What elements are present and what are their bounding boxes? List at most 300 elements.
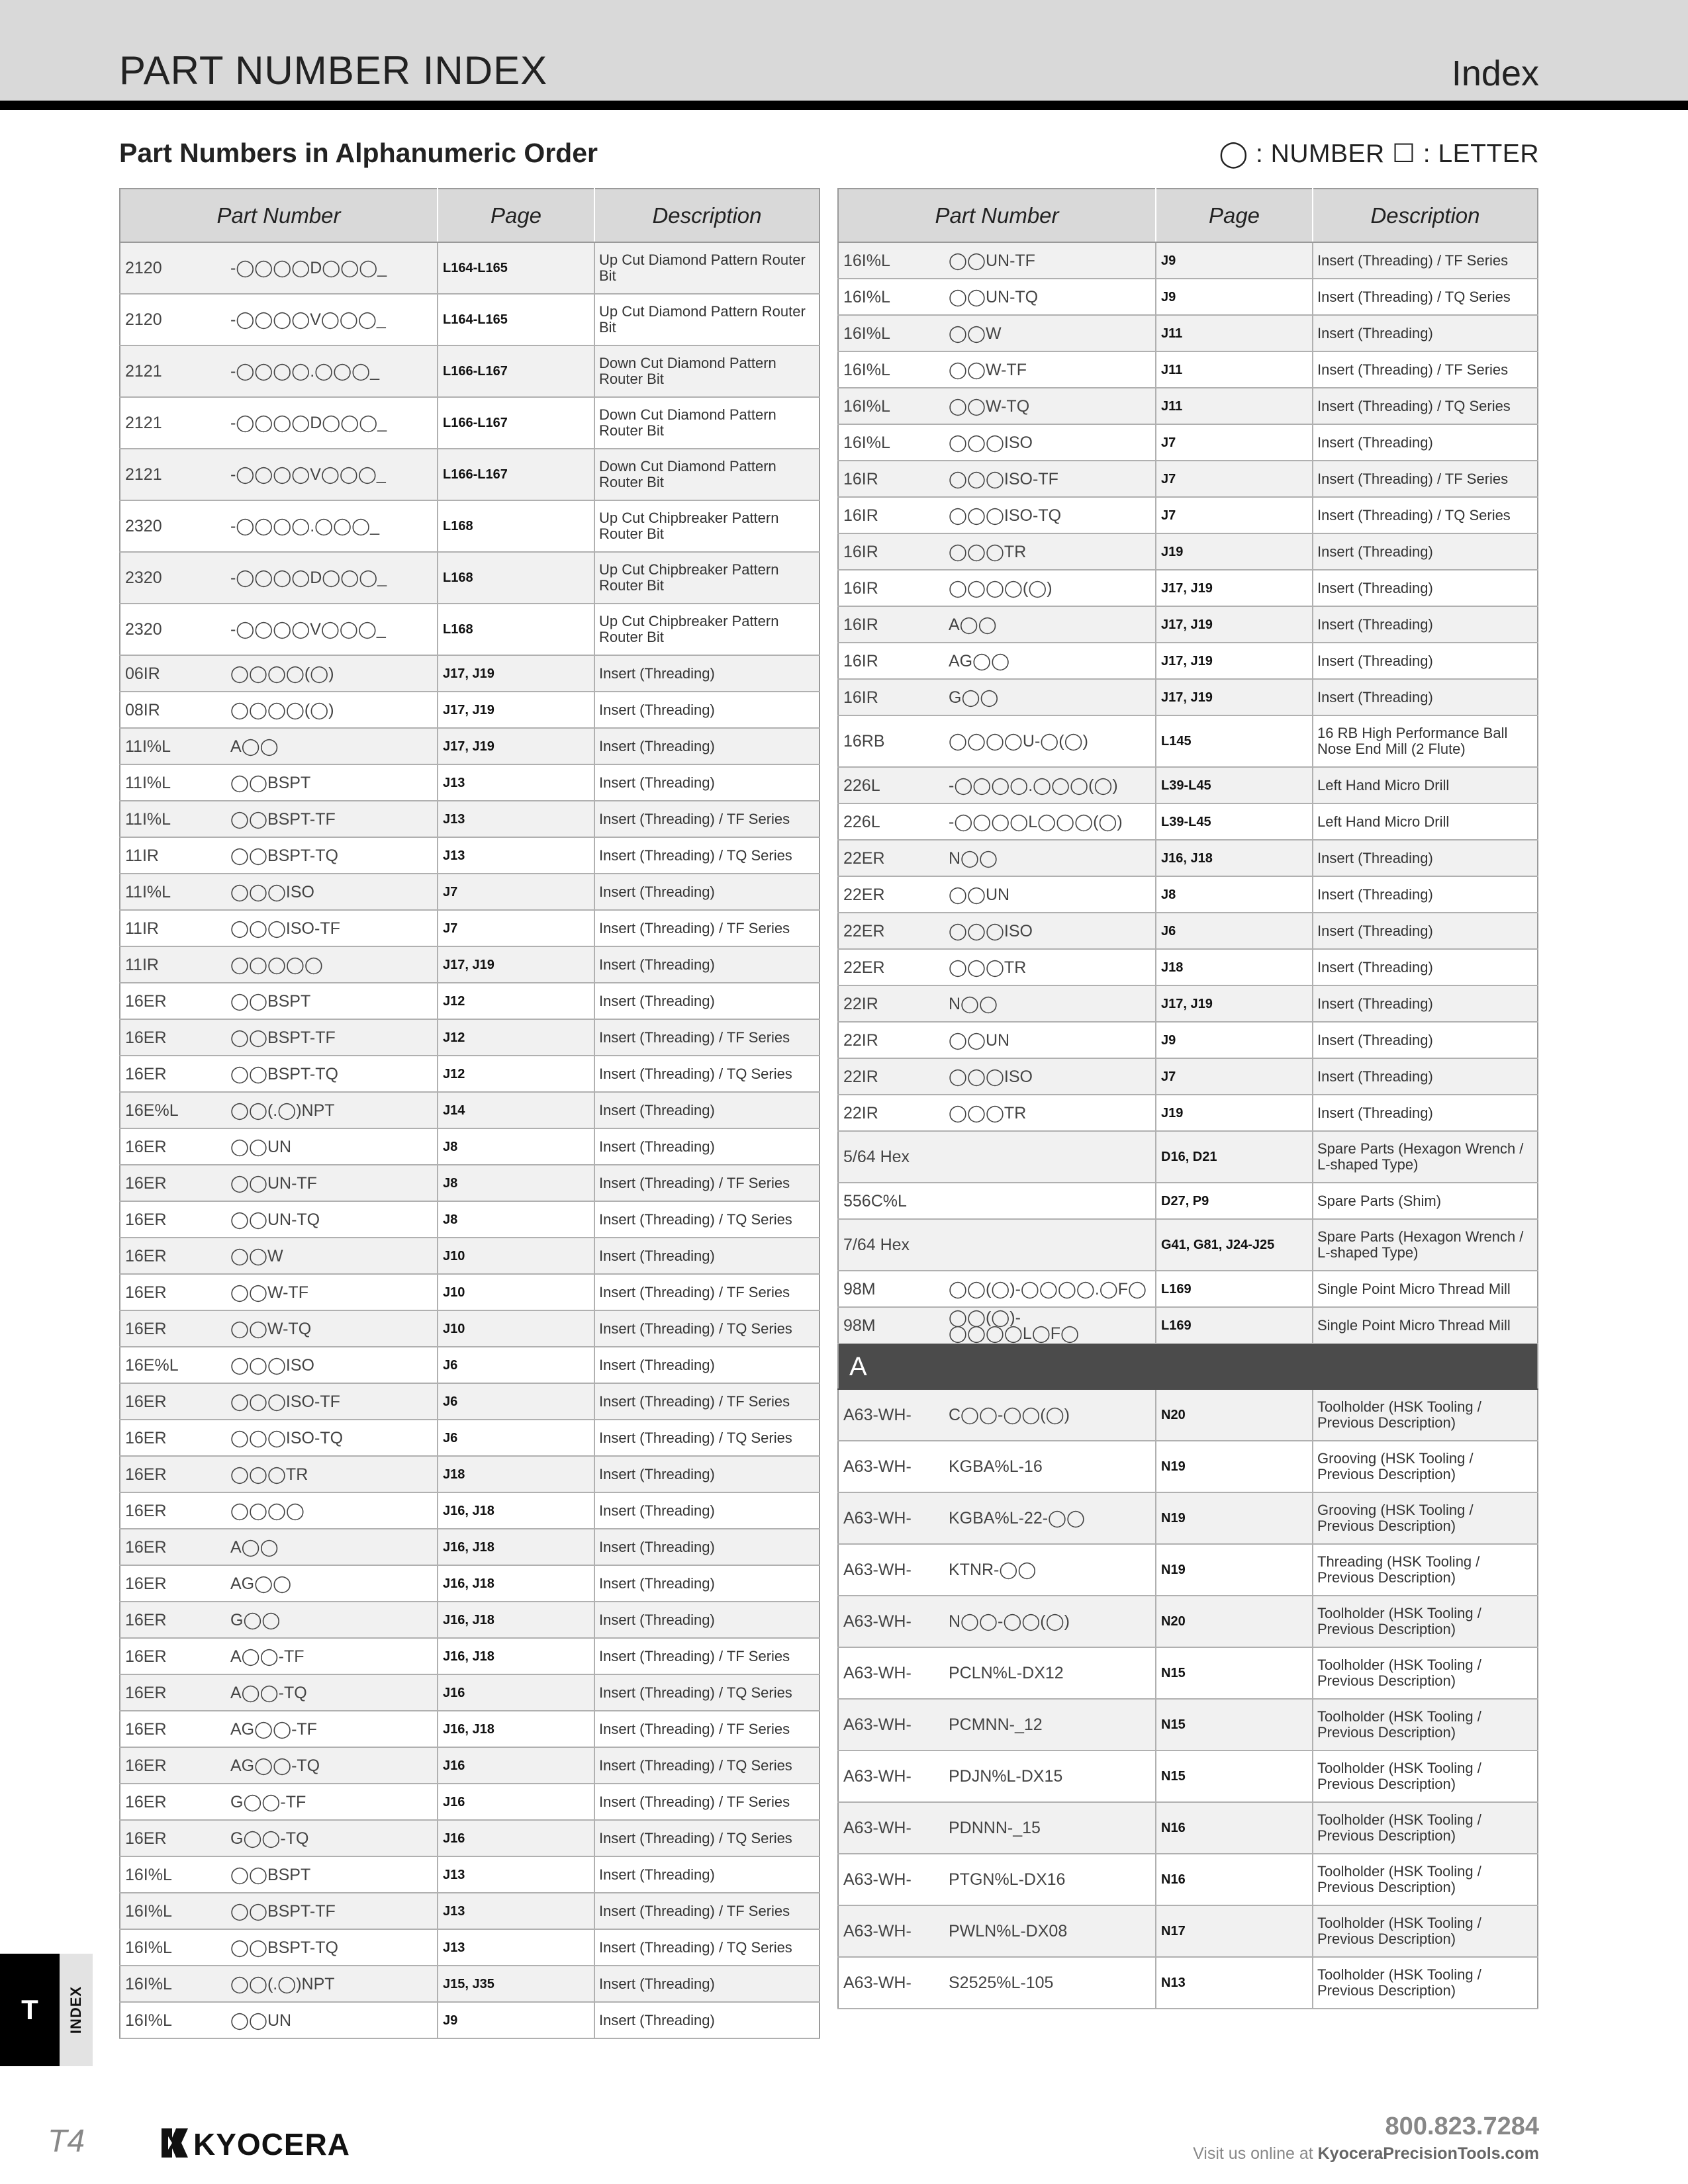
- page-ref: J17, J19: [438, 692, 594, 728]
- page-ref: J11: [1156, 388, 1313, 424]
- description: Insert (Threading): [594, 1128, 820, 1165]
- kyocera-logo-mark: [162, 2128, 188, 2158]
- part-suffix: ◯◯UN: [226, 2002, 438, 2038]
- part-suffix: A◯◯-TQ: [226, 1674, 438, 1711]
- part-suffix: G◯◯: [226, 1602, 438, 1638]
- page-ref: J15, J35: [438, 1966, 594, 2002]
- page-ref: J7: [1156, 1058, 1313, 1095]
- table-row: [838, 1131, 1538, 1183]
- description: Insert (Threading) / TQ Series: [594, 1420, 820, 1456]
- part-prefix: 16ER: [120, 1747, 226, 1784]
- part-suffix: ◯◯(.◯)NPT: [226, 1966, 438, 2002]
- col-header-part-number: Part Number: [838, 189, 1156, 242]
- part-prefix: 16I%L: [838, 351, 944, 388]
- part-prefix: 16ER: [120, 1056, 226, 1092]
- description: Insert (Threading) / TF Series: [594, 1893, 820, 1929]
- page-ref: J10: [438, 1310, 594, 1347]
- part-prefix: 16ER: [120, 1492, 226, 1529]
- description: Insert (Threading): [1313, 533, 1538, 570]
- table-row: [838, 840, 1538, 876]
- col-header-part-number: Part Number: [120, 189, 438, 242]
- description: Insert (Threading): [594, 728, 820, 764]
- page-ref: L164-L165: [438, 294, 594, 345]
- part-prefix: 22IR: [838, 1058, 944, 1095]
- part-suffix: ◯◯◯◯(◯): [944, 570, 1156, 606]
- part-prefix: 22IR: [838, 985, 944, 1022]
- section-title: Part Numbers in Alphanumeric Order: [119, 138, 598, 168]
- table-row: [120, 1420, 820, 1456]
- part-prefix: 16ER: [120, 1820, 226, 1856]
- part-suffix: ◯◯◯◯(◯): [226, 655, 438, 692]
- part-prefix: 2121: [120, 397, 226, 449]
- page-ref: J17, J19: [1156, 985, 1313, 1022]
- page-ref: L145: [1156, 715, 1313, 767]
- part-prefix: A63-WH-: [838, 1544, 944, 1596]
- part-suffix: ◯◯(◯)-◯◯◯◯.◯F◯: [944, 1271, 1156, 1307]
- description: Toolholder (HSK Tooling / Previous Description): [1313, 1957, 1538, 2009]
- description: Insert (Threading) / TF Series: [594, 1711, 820, 1747]
- part-prefix: 06IR: [120, 655, 226, 692]
- part-prefix: 16ER: [120, 1784, 226, 1820]
- description: Up Cut Chipbreaker Pattern Router Bit: [594, 604, 820, 655]
- table-row: [838, 388, 1538, 424]
- part-prefix: 16ER: [120, 1165, 226, 1201]
- page-ref: J7: [438, 874, 594, 910]
- part-prefix: 16I%L: [838, 424, 944, 461]
- page-ref: N15: [1156, 1699, 1313, 1751]
- part-prefix: 11IR: [120, 910, 226, 946]
- part-suffix: [944, 1219, 1156, 1271]
- part-prefix: 16ER: [120, 1456, 226, 1492]
- page-ref: J16, J18: [438, 1711, 594, 1747]
- description: Insert (Threading): [594, 1492, 820, 1529]
- page-ref: D27, P9: [1156, 1183, 1313, 1219]
- part-prefix: 226L: [838, 767, 944, 803]
- part-prefix: 16ER: [120, 1128, 226, 1165]
- part-suffix: ◯◯(◯)-◯◯◯◯L◯F◯: [944, 1307, 1156, 1343]
- part-prefix: 16ER: [120, 1674, 226, 1711]
- part-prefix: 16ER: [120, 1711, 226, 1747]
- description: Insert (Threading): [594, 874, 820, 910]
- description: Toolholder (HSK Tooling / Previous Description): [1313, 1699, 1538, 1751]
- part-prefix: A63-WH-: [838, 1389, 944, 1441]
- part-suffix: ◯◯W-TF: [226, 1274, 438, 1310]
- description: Toolholder (HSK Tooling / Previous Description): [1313, 1751, 1538, 1802]
- part-suffix: PDJN%L-DX15: [944, 1751, 1156, 1802]
- page-ref: J16, J18: [438, 1638, 594, 1674]
- description: Insert (Threading): [1313, 679, 1538, 715]
- part-prefix: 98M: [838, 1307, 944, 1343]
- part-suffix: PDNNN-_15: [944, 1802, 1156, 1854]
- part-suffix: ◯◯(.◯)NPT: [226, 1092, 438, 1128]
- page-ref: J16, J18: [438, 1529, 594, 1565]
- table-row: [838, 913, 1538, 949]
- description: Insert (Threading) / TQ Series: [594, 1056, 820, 1092]
- page-ref: J9: [1156, 1022, 1313, 1058]
- page-ref: J12: [438, 1019, 594, 1056]
- part-suffix: ◯◯W-TF: [944, 351, 1156, 388]
- part-suffix: -◯◯◯◯.◯◯◯_: [226, 500, 438, 552]
- page-ref: J13: [438, 1856, 594, 1893]
- description: Insert (Threading): [594, 946, 820, 983]
- table-row: [120, 242, 820, 294]
- part-prefix: 16ER: [120, 1238, 226, 1274]
- part-suffix: [944, 1131, 1156, 1183]
- table-row: [838, 715, 1538, 767]
- table-row: [120, 1238, 820, 1274]
- part-suffix: ◯◯BSPT: [226, 764, 438, 801]
- table-row: [838, 1699, 1538, 1751]
- table-row: [120, 1966, 820, 2002]
- part-prefix: 16RB: [838, 715, 944, 767]
- part-suffix: G◯◯-TF: [226, 1784, 438, 1820]
- part-prefix: 11IR: [120, 837, 226, 874]
- table-row: [120, 655, 820, 692]
- index-table-left: [119, 188, 820, 2039]
- description: Insert (Threading): [594, 764, 820, 801]
- part-suffix: ◯◯UN-TF: [226, 1165, 438, 1201]
- table-row: [838, 1058, 1538, 1095]
- part-suffix: ◯◯◯ISO-TF: [944, 461, 1156, 497]
- description: Insert (Threading): [594, 1347, 820, 1383]
- part-prefix: 16ER: [120, 1565, 226, 1602]
- part-suffix: KGBA%L-16: [944, 1441, 1156, 1492]
- description: 16 RB High Performance Ball Nose End Mill (2 Flute): [1313, 715, 1538, 767]
- table-row: [838, 1596, 1538, 1647]
- page-ref: J16, J18: [438, 1565, 594, 1602]
- table-row: [838, 1544, 1538, 1596]
- part-prefix: 22IR: [838, 1095, 944, 1131]
- part-prefix: 2121: [120, 345, 226, 397]
- table-row: [838, 1389, 1538, 1441]
- part-suffix: ◯◯BSPT-TF: [226, 1019, 438, 1056]
- part-suffix: ◯◯◯◯: [226, 1492, 438, 1529]
- table-row: [838, 985, 1538, 1022]
- part-suffix: ◯◯◯TR: [944, 949, 1156, 985]
- part-prefix: 556C%L: [838, 1183, 944, 1219]
- side-tab-label: INDEX: [68, 1985, 84, 2034]
- part-prefix: 16I%L: [838, 279, 944, 315]
- page-ref: L166-L167: [438, 345, 594, 397]
- table-row: [838, 876, 1538, 913]
- page-ref: J9: [1156, 279, 1313, 315]
- table-row: [120, 500, 820, 552]
- table-row: [838, 461, 1538, 497]
- page-ref: J17, J19: [1156, 679, 1313, 715]
- description: Threading (HSK Tooling / Previous Description): [1313, 1544, 1538, 1596]
- page-ref: J8: [438, 1201, 594, 1238]
- part-prefix: 2320: [120, 500, 226, 552]
- page-ref: L169: [1156, 1271, 1313, 1307]
- part-suffix: -◯◯◯◯V◯◯◯_: [226, 294, 438, 345]
- page-ref: J13: [438, 764, 594, 801]
- table-row: [838, 1957, 1538, 2009]
- part-prefix: 16I%L: [120, 2002, 226, 2038]
- description: Insert (Threading) / TF Series: [1313, 351, 1538, 388]
- description: Insert (Threading) / TQ Series: [594, 1201, 820, 1238]
- table-row: [838, 279, 1538, 315]
- table-row: [838, 1095, 1538, 1131]
- description: Insert (Threading) / TF Series: [1313, 461, 1538, 497]
- page-ref: G41, G81, J24-J25: [1156, 1219, 1313, 1271]
- description: Toolholder (HSK Tooling / Previous Description): [1313, 1802, 1538, 1854]
- col-header-description: Description: [594, 189, 820, 242]
- page-ref: J9: [438, 2002, 594, 2038]
- part-prefix: 16IR: [838, 461, 944, 497]
- description: Spare Parts (Shim): [1313, 1183, 1538, 1219]
- part-suffix: PCMNN-_12: [944, 1699, 1156, 1751]
- part-prefix: A63-WH-: [838, 1957, 944, 2009]
- part-suffix: ◯◯◯ISO: [226, 1347, 438, 1383]
- table-row: [120, 1056, 820, 1092]
- description: Toolholder (HSK Tooling / Previous Description): [1313, 1854, 1538, 1905]
- description: Left Hand Micro Drill: [1313, 767, 1538, 803]
- table-row: [838, 315, 1538, 351]
- part-suffix: KTNR-◯◯: [944, 1544, 1156, 1596]
- table-row: [838, 570, 1538, 606]
- description: Insert (Threading) / TF Series: [594, 1274, 820, 1310]
- page-number: T4: [48, 2124, 85, 2159]
- table-row: [120, 1274, 820, 1310]
- col-header-page: Page: [1156, 189, 1313, 242]
- part-prefix: 16ER: [120, 1310, 226, 1347]
- table-row: [120, 449, 820, 500]
- part-prefix: 2121: [120, 449, 226, 500]
- part-suffix: ◯◯UN-TQ: [226, 1201, 438, 1238]
- part-suffix: AG◯◯: [944, 643, 1156, 679]
- description: Down Cut Diamond Pattern Router Bit: [594, 345, 820, 397]
- part-prefix: 16I%L: [120, 1893, 226, 1929]
- table-row: [838, 606, 1538, 643]
- part-prefix: 16IR: [838, 643, 944, 679]
- part-prefix: 11I%L: [120, 764, 226, 801]
- description: Single Point Micro Thread Mill: [1313, 1271, 1538, 1307]
- page-ref: J7: [1156, 461, 1313, 497]
- page-ref: J13: [438, 1893, 594, 1929]
- part-suffix: N◯◯-◯◯(◯): [944, 1596, 1156, 1647]
- part-prefix: A63-WH-: [838, 1647, 944, 1699]
- part-prefix: 16ER: [120, 1201, 226, 1238]
- table-row: [120, 910, 820, 946]
- part-suffix: ◯◯BSPT-TQ: [226, 837, 438, 874]
- table-row: [838, 1219, 1538, 1271]
- page-ref: L169: [1156, 1307, 1313, 1343]
- description: Insert (Threading) / TF Series: [594, 801, 820, 837]
- description: Insert (Threading): [594, 1856, 820, 1893]
- table-row: [838, 1183, 1538, 1219]
- table-row: [838, 1022, 1538, 1058]
- part-suffix: ◯◯BSPT-TQ: [226, 1056, 438, 1092]
- description: Insert (Threading) / TQ Series: [1313, 279, 1538, 315]
- part-suffix: G◯◯: [944, 679, 1156, 715]
- page-ref: J13: [438, 801, 594, 837]
- letter-section-header: [838, 1343, 1538, 1389]
- description: Up Cut Chipbreaker Pattern Router Bit: [594, 500, 820, 552]
- kyocera-logo: [159, 2126, 351, 2161]
- description: Insert (Threading): [594, 2002, 820, 2038]
- table-row: [120, 1019, 820, 1056]
- table-row: [838, 949, 1538, 985]
- part-suffix: -◯◯◯◯D◯◯◯_: [226, 397, 438, 449]
- description: Single Point Micro Thread Mill: [1313, 1307, 1538, 1343]
- part-suffix: G◯◯-TQ: [226, 1820, 438, 1856]
- part-suffix: ◯◯BSPT-TF: [226, 801, 438, 837]
- page-ref: N15: [1156, 1647, 1313, 1699]
- description: Insert (Threading) / TQ Series: [594, 837, 820, 874]
- table-row: [838, 1441, 1538, 1492]
- page-ref: J11: [1156, 351, 1313, 388]
- page-ref: L164-L165: [438, 242, 594, 294]
- part-prefix: 16IR: [838, 606, 944, 643]
- page-ref: J16, J18: [438, 1602, 594, 1638]
- page-ref: L168: [438, 552, 594, 604]
- page-ref: N17: [1156, 1905, 1313, 1957]
- table-row: [120, 294, 820, 345]
- part-prefix: 22IR: [838, 1022, 944, 1058]
- part-suffix: ◯◯◯ISO-TF: [226, 1383, 438, 1420]
- part-prefix: 11I%L: [120, 874, 226, 910]
- table-row: [120, 983, 820, 1019]
- table-row: [838, 497, 1538, 533]
- table-row: [838, 1802, 1538, 1854]
- part-prefix: 16E%L: [120, 1347, 226, 1383]
- page-ref: D16, D21: [1156, 1131, 1313, 1183]
- page-ref: N20: [1156, 1389, 1313, 1441]
- part-prefix: 11I%L: [120, 801, 226, 837]
- part-prefix: 16ER: [120, 1529, 226, 1565]
- index-table-right: [837, 188, 1538, 2009]
- table-row: [120, 1711, 820, 1747]
- description: Insert (Threading): [1313, 1058, 1538, 1095]
- part-suffix: N◯◯: [944, 840, 1156, 876]
- table-row: [120, 1347, 820, 1383]
- page-ref: N15: [1156, 1751, 1313, 1802]
- description: Insert (Threading) / TQ Series: [594, 1747, 820, 1784]
- page-ref: J16: [438, 1784, 594, 1820]
- page-ref: J6: [438, 1383, 594, 1420]
- description: Insert (Threading): [594, 1966, 820, 2002]
- part-prefix: 16IR: [838, 679, 944, 715]
- part-prefix: 22ER: [838, 840, 944, 876]
- description: Grooving (HSK Tooling / Previous Description): [1313, 1441, 1538, 1492]
- part-suffix: ◯◯◯ISO: [944, 1058, 1156, 1095]
- description: Spare Parts (Hexagon Wrench / L-shaped Type): [1313, 1131, 1538, 1183]
- part-prefix: 11I%L: [120, 728, 226, 764]
- description: Left Hand Micro Drill: [1313, 803, 1538, 840]
- table-row: [838, 242, 1538, 279]
- part-suffix: -◯◯◯◯.◯◯◯_: [226, 345, 438, 397]
- description: Toolholder (HSK Tooling / Previous Description): [1313, 1905, 1538, 1957]
- page-ref: L168: [438, 500, 594, 552]
- side-tab-label-box: [60, 1954, 93, 2066]
- page-ref: N19: [1156, 1441, 1313, 1492]
- description: Insert (Threading): [594, 692, 820, 728]
- table-row: [120, 692, 820, 728]
- table-row: [120, 728, 820, 764]
- part-suffix: AG◯◯: [226, 1565, 438, 1602]
- page-ref: J7: [438, 910, 594, 946]
- table-row: [120, 1856, 820, 1893]
- part-suffix: AG◯◯-TF: [226, 1711, 438, 1747]
- table-row: [838, 767, 1538, 803]
- part-prefix: 2120: [120, 242, 226, 294]
- page-ref: J14: [438, 1092, 594, 1128]
- page-ref: J6: [438, 1347, 594, 1383]
- table-row: [120, 1638, 820, 1674]
- page-ref: J16: [438, 1747, 594, 1784]
- table-row: [120, 1893, 820, 1929]
- description: Insert (Threading) / TF Series: [594, 1383, 820, 1420]
- table-row: [120, 1529, 820, 1565]
- description: Insert (Threading): [1313, 570, 1538, 606]
- table-row: [120, 2002, 820, 2038]
- website-line: [1193, 2144, 1539, 2163]
- part-prefix: 2320: [120, 552, 226, 604]
- website-prefix: Visit us online at: [1193, 2144, 1318, 2163]
- part-suffix: ◯◯BSPT-TQ: [226, 1929, 438, 1966]
- table-row: [838, 1492, 1538, 1544]
- part-prefix: 16I%L: [838, 388, 944, 424]
- col-header-page: Page: [438, 189, 594, 242]
- website-link[interactable]: KyoceraPrecisionTools.com: [1317, 2144, 1539, 2163]
- page-ref: J17, J19: [1156, 570, 1313, 606]
- description: Down Cut Diamond Pattern Router Bit: [594, 397, 820, 449]
- part-suffix: PCLN%L-DX12: [944, 1647, 1156, 1699]
- table-row: [120, 1092, 820, 1128]
- table-row: [120, 1310, 820, 1347]
- part-suffix: -◯◯◯◯.◯◯◯(◯): [944, 767, 1156, 803]
- part-prefix: 16ER: [120, 1274, 226, 1310]
- page-ref: J12: [438, 1056, 594, 1092]
- part-suffix: ◯◯◯ISO-TQ: [226, 1420, 438, 1456]
- table-row: [838, 643, 1538, 679]
- part-suffix: ◯◯◯◯(◯): [226, 692, 438, 728]
- table-row: [120, 1456, 820, 1492]
- description: Insert (Threading) / TQ Series: [594, 1820, 820, 1856]
- page-ref: J13: [438, 837, 594, 874]
- table-row: [120, 1784, 820, 1820]
- description: Up Cut Diamond Pattern Router Bit: [594, 242, 820, 294]
- table-row: [838, 1751, 1538, 1802]
- description: Insert (Threading): [1313, 606, 1538, 643]
- part-suffix: N◯◯: [944, 985, 1156, 1022]
- table-row: [120, 1565, 820, 1602]
- page-ref: L168: [438, 604, 594, 655]
- part-prefix: 98M: [838, 1271, 944, 1307]
- description: Insert (Threading): [1313, 985, 1538, 1022]
- table-row: [120, 1492, 820, 1529]
- part-suffix: ◯◯◯TR: [226, 1456, 438, 1492]
- part-suffix: PWLN%L-DX08: [944, 1905, 1156, 1957]
- part-suffix: ◯◯UN: [944, 1022, 1156, 1058]
- description: Insert (Threading): [1313, 876, 1538, 913]
- table-row: [120, 552, 820, 604]
- part-prefix: 16I%L: [838, 315, 944, 351]
- table-row: [120, 1201, 820, 1238]
- part-prefix: 22ER: [838, 913, 944, 949]
- page-ref: J13: [438, 1929, 594, 1966]
- index-side-tab[interactable]: [0, 1954, 93, 2066]
- description: Insert (Threading): [1313, 949, 1538, 985]
- description: Insert (Threading): [594, 1602, 820, 1638]
- table-row: [838, 533, 1538, 570]
- table-row: [120, 1674, 820, 1711]
- description: Grooving (HSK Tooling / Previous Description): [1313, 1492, 1538, 1544]
- table-row: [838, 803, 1538, 840]
- description: Insert (Threading): [1313, 840, 1538, 876]
- part-prefix: 226L: [838, 803, 944, 840]
- part-suffix: ◯◯BSPT: [226, 1856, 438, 1893]
